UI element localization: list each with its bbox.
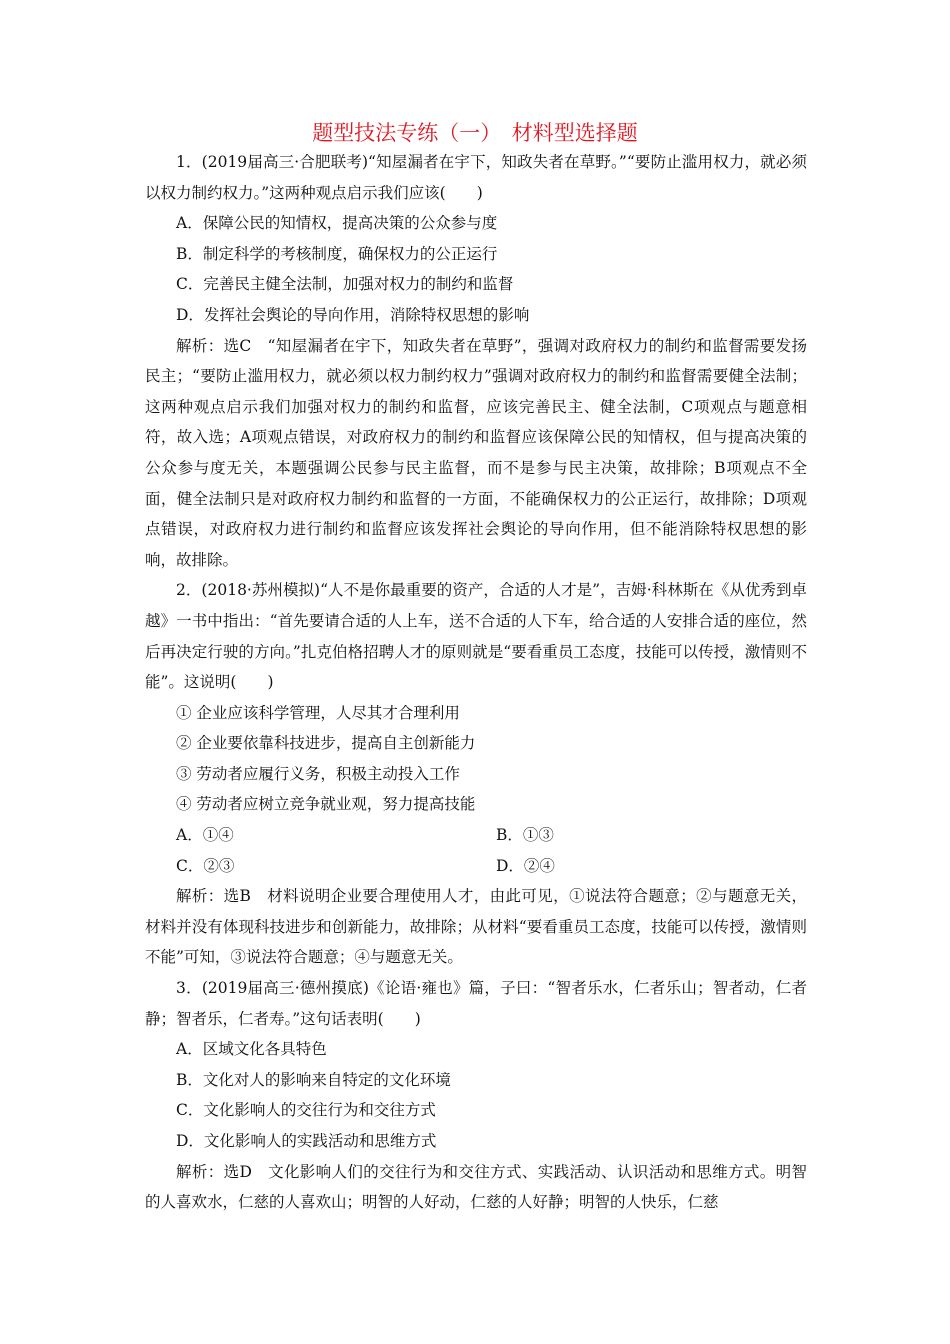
page-title: 题型技法专练（一） 材料型选择题	[312, 121, 638, 145]
analysis: 解析：选B 材料说明企业要合理使用人才，由此可见，①说法符合题意；②与题意无关，材料并没有体现科技进步和创新能力，故排除；从材料“要看重员工态度，技能可以传授，激情则不能”可知，③说法符合题意；④与题意无关。	[145, 887, 807, 967]
statement-4: ④ 劳动者应树立竞争就业观，努力提高技能	[176, 795, 476, 814]
analysis: 解析：选D 文化影响人们的交往行为和交往方式、实践活动、认识活动和思维方式。明智的人喜欢水，仁慈的人喜欢山；明智的人好动，仁慈的人好静；明智的人快乐，仁慈	[145, 1162, 807, 1212]
option-d: D．②④	[496, 856, 555, 875]
question-1	[145, 147, 807, 575]
statement-3: ③ 劳动者应履行义务，积极主动投入工作	[176, 764, 460, 783]
option-a: A．①④	[176, 826, 234, 845]
statement-2: ② 企业要依靠科技进步，提高自主创新能力	[176, 734, 476, 753]
option-d: D．文化影响人的实践活动和思维方式	[176, 1132, 437, 1150]
question-3	[145, 973, 807, 1218]
options-row	[145, 820, 807, 851]
question-stem: 1．(2019届高三·合肥联考)“知屋漏者在宇下，知政失者在草野。”“要防止滥用权力，就必须以权力制约权力。”这两种观点启示我们应该( )	[145, 153, 807, 202]
option-c: C．完善民主健全法制，加强对权力的制约和监督	[176, 275, 514, 294]
option-c: C．文化影响人的交往行为和交往方式	[176, 1101, 436, 1120]
statement-1: ① 企业应该科学管理，人尽其才合理利用	[176, 703, 460, 722]
option-a: A．区域文化各具特色	[176, 1040, 327, 1059]
options-row	[145, 851, 807, 882]
option-a: A．保障公民的知情权，提高决策的公众参与度	[176, 214, 498, 233]
question-2	[145, 575, 807, 973]
option-b: B．制定科学的考核制度，确保权力的公正运行	[176, 244, 498, 263]
option-b: B．①③	[496, 826, 554, 845]
question-stem: 3．(2019届高三·德州摸底)《论语·雍也》篇，子曰：“智者乐水，仁者乐山；智者动，仁者静；智者乐，仁者寿。”这句话表明( )	[145, 979, 807, 1028]
option-d: D．发挥社会舆论的导向作用，消除特权思想的影响	[176, 305, 530, 324]
document-body	[145, 147, 807, 1218]
option-b: B．文化对人的影响来自特定的文化环境	[176, 1070, 451, 1089]
question-stem: 2．(2018·苏州模拟)“人不是你最重要的资产，合适的人才是”，吉姆·科林斯在《从优秀到卓越》一书中指出：“首先要请合适的人上车，送不合适的人下车，给合适的人安排合适的座位，然后再决定行驶的方向。”扎克伯格招聘人才的原则就是“要看重员工态度，技能可以传授，激情则不能”。这说明( )	[145, 581, 807, 692]
analysis: 解析：选C “知屋漏者在宇下，知政失者在草野”，强调对政府权力的制约和监督需要发扬民主；“要防止滥用权力，就必须以权力制约权力”强调对政府权力的制约和监督需要健全法制；这两种观点启示我们加强对权力的制约和监督，应该完善民主、健全法制，C项观点与题意相符，故入选；A项观点错误，对政府权力的制约和监督应该保障公民的知情权，但与提高决策的公众参与度无关，本题强调公民参与民主监督，而不是参与民主决策，故排除；B项观点不全面，健全法制只是对政府权力制约和监督的一方面，不能确保权力的公正运行，故排除；D项观点错误，对政府权力进行制约和监督应该发挥社会舆论的导向作用，但不能消除特权思想的影响，故排除。	[145, 336, 807, 569]
option-c: C．②③	[176, 856, 235, 875]
